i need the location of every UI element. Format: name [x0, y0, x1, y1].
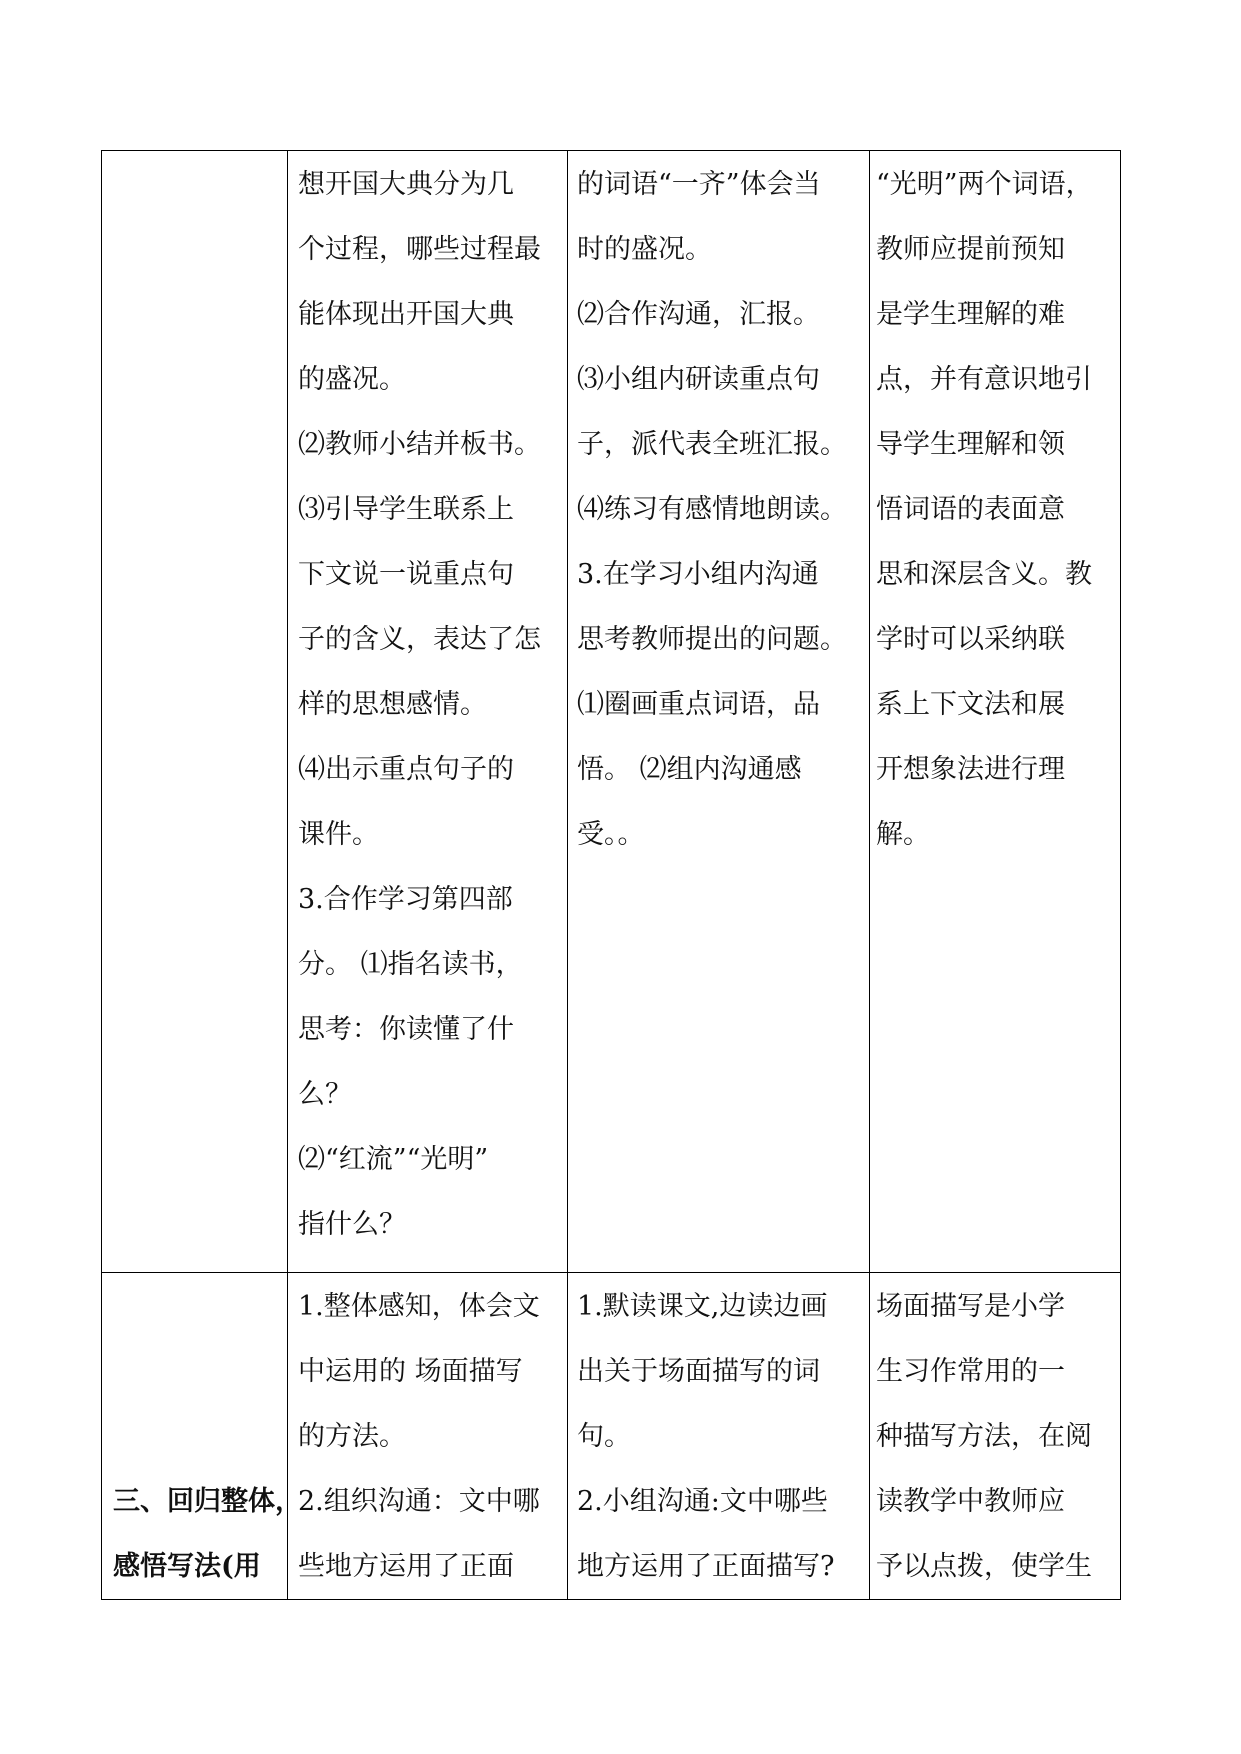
text-line: 3.在学习小组内沟通 — [577, 559, 819, 590]
text-line: 解。 — [876, 819, 930, 850]
student-activity-cell — [577, 1274, 877, 1599]
teacher-activity-cell — [298, 152, 568, 1257]
text-line: 思考教师提出的问题。 — [577, 624, 847, 655]
text-line: 的方法。 — [298, 1421, 406, 1452]
stage-title-line: 三、回归整体， — [113, 1486, 302, 1517]
student-activity-cell — [577, 152, 877, 867]
stage-cell — [113, 1274, 302, 1599]
text-line: 思和深层含义。教 — [876, 559, 1092, 590]
text-line: 子，派代表全班汇报。 — [577, 429, 847, 460]
text-line: 能体现出开国大典 — [298, 299, 514, 330]
text-line: 课件。 — [298, 819, 379, 850]
text-line: ⑵教师小结并板书。 — [298, 429, 541, 460]
text-line: 开想象法进行理 — [876, 754, 1065, 785]
table-bottom-border — [101, 1599, 1121, 1600]
text-line: 导学生理解和领 — [876, 429, 1065, 460]
text-line: 分。 ⑴指名读书， — [298, 949, 523, 980]
text-line: 教师应提前预知 — [876, 234, 1065, 265]
text-line: ⑵合作沟通，汇报。 — [577, 299, 820, 330]
text-line: 生习作常用的一 — [876, 1356, 1065, 1387]
text-line: 3.合作学习第四部 — [298, 884, 513, 915]
text-line: 个过程，哪些过程最 — [298, 234, 541, 265]
text-line: 子的含义，表达了怎 — [298, 624, 541, 655]
text-line: 思考：你读懂了什 — [298, 1014, 514, 1045]
text-line: 出关于场面描写的词 — [577, 1356, 820, 1387]
stage-title-line: 感悟写法(用 — [113, 1551, 261, 1582]
text-line: 样的思想感情。 — [298, 689, 487, 720]
lesson-plan-table — [101, 150, 1121, 1600]
text-line: ⑷练习有感情地朗读。 — [577, 494, 847, 525]
design-intent-cell — [876, 1274, 1121, 1599]
text-line: 句。 — [577, 1421, 631, 1452]
text-line: 1.默读课文,边读边画 — [577, 1291, 828, 1322]
text-line: 学时可以采纳联 — [876, 624, 1065, 655]
text-line: 指什么？ — [298, 1209, 406, 1240]
text-line: 悟词语的表面意 — [876, 494, 1065, 525]
text-line: 中运用的 场面描写 — [298, 1356, 523, 1387]
text-line: 读教学中教师应 — [876, 1486, 1065, 1517]
text-line: 想开国大典分为几 — [298, 169, 514, 200]
text-line: 予以点拨，使学生 — [876, 1551, 1092, 1582]
text-line: 1.整体感知，体会文 — [298, 1291, 540, 1322]
text-line: 地方运用了正面描写? — [577, 1551, 835, 1582]
text-line: 种描写方法，在阅 — [876, 1421, 1092, 1452]
table-top-border — [101, 150, 1121, 151]
text-line: 的盛况。 — [298, 364, 406, 395]
text-line: 场面描写是小学 — [876, 1291, 1065, 1322]
design-intent-cell — [876, 152, 1121, 867]
text-line: 的词语“一齐”体会当 — [577, 169, 821, 200]
text-line: 2.小组沟通:文中哪些 — [577, 1486, 828, 1517]
text-line: 么？ — [298, 1079, 352, 1110]
table-left-border — [101, 150, 102, 1600]
text-line: 是学生理解的难 — [876, 299, 1065, 330]
row-divider — [101, 1272, 1121, 1273]
text-line: ⑴圈画重点词语，品 — [577, 689, 820, 720]
text-line: ⑶小组内研读重点句 — [577, 364, 820, 395]
text-line: 时的盛况。 — [577, 234, 712, 265]
text-line: 系上下文法和展 — [876, 689, 1065, 720]
text-line: “光明”两个词语， — [876, 169, 1093, 200]
text-line: ⑶引导学生联系上 — [298, 494, 514, 525]
text-line: 些地方运用了正面 — [298, 1551, 514, 1582]
text-line: 悟。 ⑵组内沟通感 — [577, 754, 802, 785]
teacher-activity-cell — [298, 1274, 568, 1599]
text-line: ⑵“红流”“光明” — [298, 1144, 489, 1175]
text-line: ⑷出示重点句子的 — [298, 754, 514, 785]
text-line: 下文说一说重点句 — [298, 559, 514, 590]
text-line: 2.组织沟通：文中哪 — [298, 1486, 540, 1517]
text-line: 受。。 — [577, 819, 645, 850]
text-line: 点，并有意识地引 — [876, 364, 1092, 395]
